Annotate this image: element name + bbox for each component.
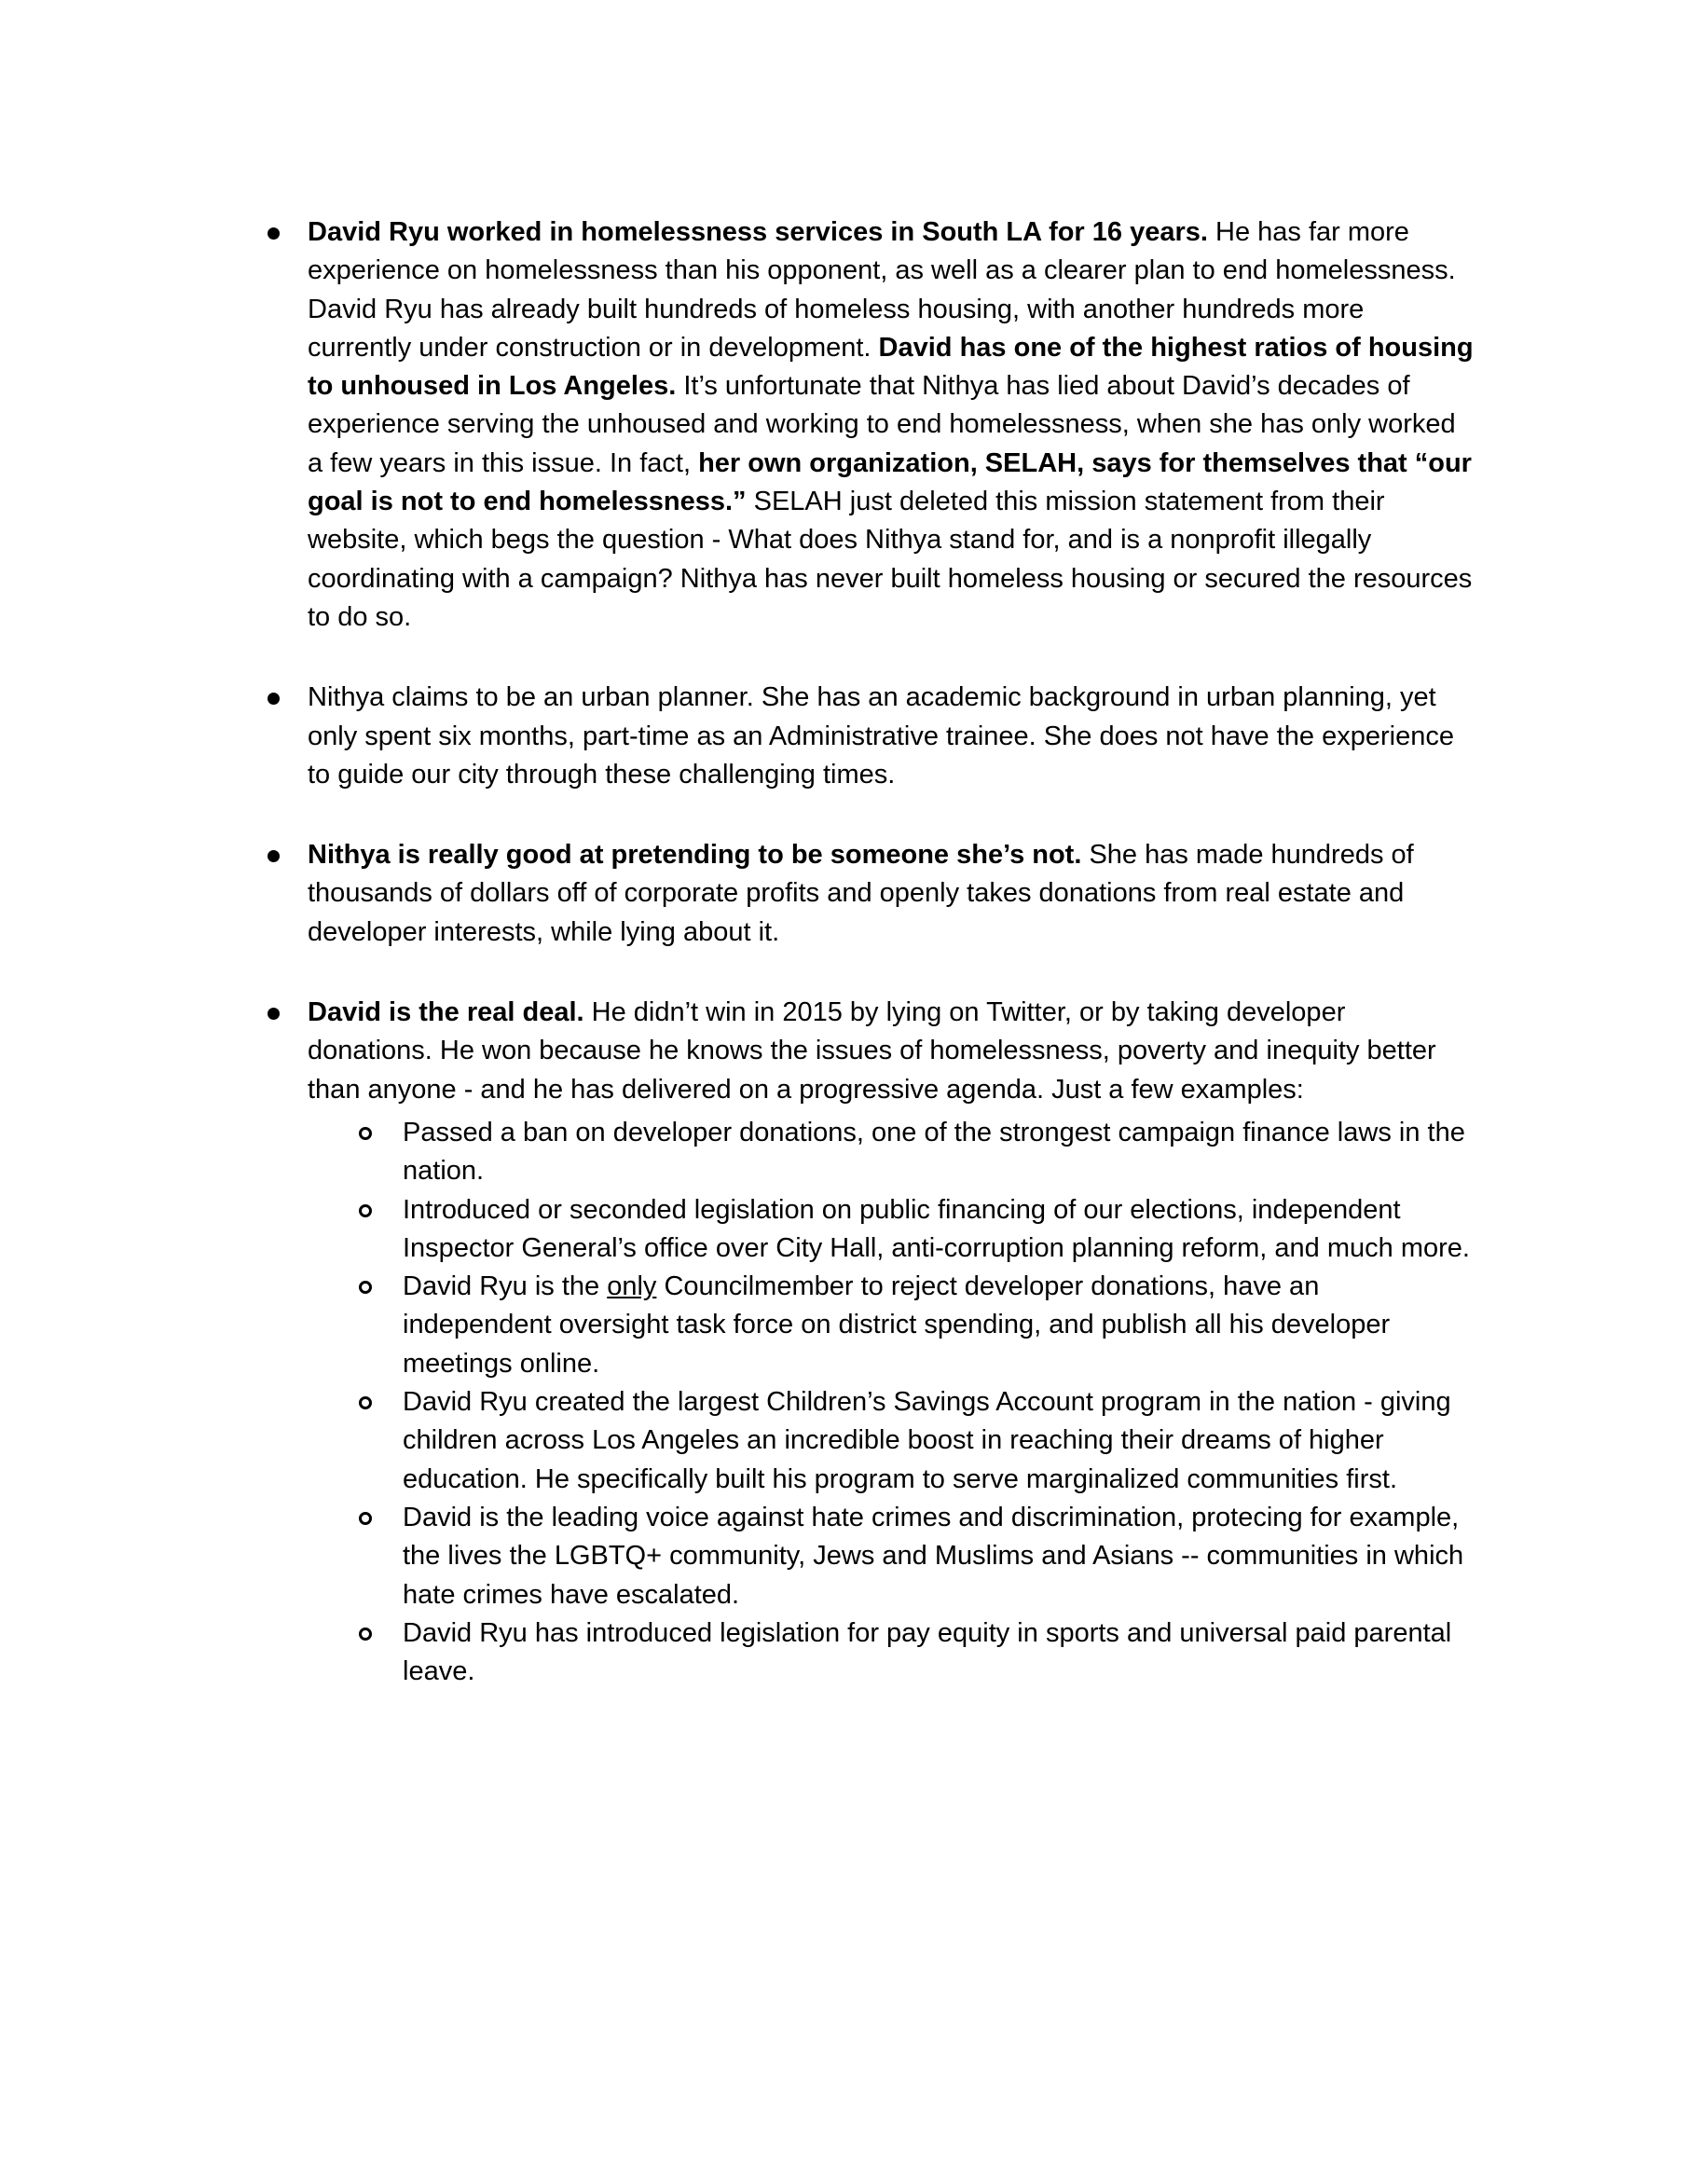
circle-bullet-icon [359, 1628, 372, 1641]
paragraph-text [308, 679, 1475, 794]
list-item [308, 836, 1475, 952]
text-run: It’s unfortunate that Nithya has lied about David’s decades of experience serving the unhoused and working to end homelessness, when she has only worked a few years in this issue. In fact, [308, 371, 1456, 478]
circle-bullet-icon [359, 1512, 372, 1525]
circle-bullet-icon [359, 1396, 372, 1409]
paragraph-text [308, 213, 1475, 637]
text-run: Introduced or seconded legislation on public financing of our elections, independent Inspector General’s office over City Hall, anti-corruption planning reform, and much more. [403, 1194, 1470, 1263]
paragraph-text [403, 1383, 1475, 1499]
text-run: Passed a ban on developer donations, one of the strongest campaign finance laws in the nation. [403, 1117, 1465, 1187]
paragraph-text [308, 994, 1475, 1109]
text-run: SELAH just deleted this mission statement from their website, which begs the question - What does Nithya stand for, and is a nonprofit illegally coordinating with a campaign? Nithya has never built homeless housing or secured the resources to do so. [308, 487, 1473, 632]
text-run: David Ryu worked in homelessness services in South LA for 16 years. [308, 217, 1208, 247]
text-run: David has one of the highest ratios of housing to unhoused in Los Angeles. [308, 332, 1474, 402]
text-run: Nithya is really good at pretending to be someone she’s not. [308, 840, 1082, 871]
text-run: David Ryu has introduced legislation for pay equity in sports and universal paid parental leave. [403, 1617, 1452, 1687]
paragraph-text [403, 1114, 1475, 1191]
paragraph-text [403, 1191, 1475, 1269]
circle-bullet-icon [359, 1281, 372, 1294]
circle-bullet-icon [359, 1127, 372, 1140]
bullet-icon [268, 1008, 280, 1020]
text-run: David is the real deal. [308, 997, 584, 1028]
list-item [308, 679, 1475, 794]
sub-list-item [403, 1191, 1475, 1269]
list-item [308, 994, 1475, 1691]
text-run: David Ryu is the [403, 1271, 608, 1302]
bullet-icon [268, 850, 280, 862]
paragraph-text [308, 836, 1475, 952]
bullet-list [308, 213, 1475, 1691]
text-run: Nithya claims to be an urban planner. She has an academic background in urban planning, yet only spent six months, part-time as an Administrative trainee. She does not have the experience to guide our city through these challenging times. [308, 682, 1454, 790]
text-run: He has far more experience on homelessness than his opponent, as well as a clearer plan to end homelessness. David Ryu has already built hundreds of homeless housing, with another hundreds more currently under construction or in development. [308, 217, 1456, 363]
paragraph-text [403, 1268, 1475, 1383]
text-run: She has made hundreds of thousands of dollars off of corporate profits and openly takes donations from real estate and developer interests, while lying about it. [308, 840, 1414, 947]
list-item [308, 213, 1475, 637]
sub-list-item [403, 1383, 1475, 1499]
circle-bullet-icon [359, 1204, 372, 1217]
sub-list-item [403, 1614, 1475, 1692]
sub-bullet-list [308, 1114, 1475, 1691]
text-run: David is the leading voice against hate crimes and discrimination, protecing for example, the lives the LGBTQ+ community, Jews and Muslims and Asians -- communities in which hate crimes have escalated. [403, 1502, 1464, 1610]
text-run: Councilmember to reject developer donations, have an independent oversight task force on district spending, and publish all his developer meetings online. [403, 1271, 1391, 1379]
text-run: David Ryu created the largest Children’s Savings Account program in the nation - giving children across Los Angeles an incredible boost in reaching their dreams of higher education. He specifically built his program to serve marginalized communities first. [403, 1387, 1451, 1494]
text-run: only [607, 1271, 657, 1302]
sub-list-item [403, 1114, 1475, 1191]
text-run: He didn’t win in 2015 by lying on Twitter, or by taking developer donations. He won because he knows the issues of homelessness, poverty and inequity better than anyone - and he has delivered on a progressive agenda. Just a few examples: [308, 997, 1436, 1105]
sub-list-item [403, 1268, 1475, 1383]
bullet-icon [268, 227, 280, 240]
paragraph-text [403, 1499, 1475, 1614]
bullet-icon [268, 693, 280, 705]
sub-list-item [403, 1499, 1475, 1614]
text-run: her own organization, SELAH, says for themselves that “our goal is not to end homelessness.” [308, 447, 1472, 517]
paragraph-text [403, 1614, 1475, 1692]
